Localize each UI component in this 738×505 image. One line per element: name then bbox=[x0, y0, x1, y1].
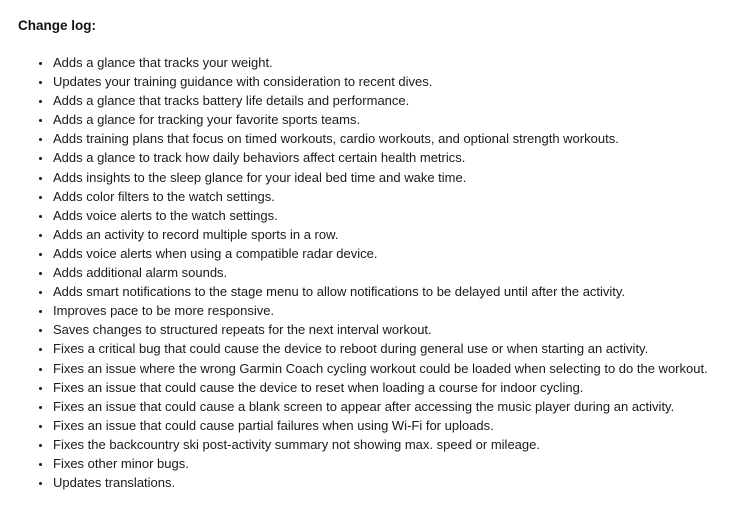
changelog-title: Change log: bbox=[18, 18, 96, 33]
changelog-item: • Adds voice alerts when using a compatible radar device. bbox=[52, 244, 720, 263]
changelog-item: • Saves changes to structured repeats for the next interval workout. bbox=[52, 320, 720, 339]
changelog-item: • Fixes an issue that could cause partial failures when using Wi-Fi for uploads. bbox=[52, 416, 720, 435]
changelog-item: • Adds insights to the sleep glance for your ideal bed time and wake time. bbox=[52, 168, 720, 187]
changelog-list bbox=[18, 53, 720, 492]
changelog-item: • Adds color filters to the watch settings. bbox=[52, 187, 720, 206]
changelog-item: • Adds a glance that tracks battery life details and performance. bbox=[52, 91, 720, 110]
changelog-item: • Fixes the backcountry ski post-activity summary not showing max. speed or mileage. bbox=[52, 435, 720, 454]
changelog-item: • Adds a glance for tracking your favorite sports teams. bbox=[52, 110, 720, 129]
changelog-item: • Fixes a critical bug that could cause the device to reboot during general use or when starting an activity. bbox=[52, 339, 720, 358]
changelog-item: • Fixes an issue where the wrong Garmin Coach cycling workout could be loaded when selecting to do the workout. bbox=[52, 359, 720, 378]
changelog-item: • Adds training plans that focus on timed workouts, cardio workouts, and optional strength workouts. bbox=[52, 129, 720, 148]
changelog-item: • Adds additional alarm sounds. bbox=[52, 263, 720, 282]
changelog-item: • Fixes an issue that could cause the device to reset when loading a course for indoor cycling. bbox=[52, 378, 720, 397]
changelog-item: • Adds smart notifications to the stage menu to allow notifications to be delayed until after the activity. bbox=[52, 282, 720, 301]
changelog-item: • Updates translations. bbox=[52, 473, 720, 492]
changelog-item: • Adds an activity to record multiple sports in a row. bbox=[52, 225, 720, 244]
changelog-item: • Updates your training guidance with consideration to recent dives. bbox=[52, 72, 720, 91]
changelog-item: • Adds voice alerts to the watch settings. bbox=[52, 206, 720, 225]
changelog-item: • Adds a glance to track how daily behaviors affect certain health metrics. bbox=[52, 148, 720, 167]
changelog-item: • Improves pace to be more responsive. bbox=[52, 301, 720, 320]
changelog-item: • Fixes other minor bugs. bbox=[52, 454, 720, 473]
changelog-item: • Adds a glance that tracks your weight. bbox=[52, 53, 720, 72]
changelog-item: • Fixes an issue that could cause a blank screen to appear after accessing the music player during an activity. bbox=[52, 397, 720, 416]
